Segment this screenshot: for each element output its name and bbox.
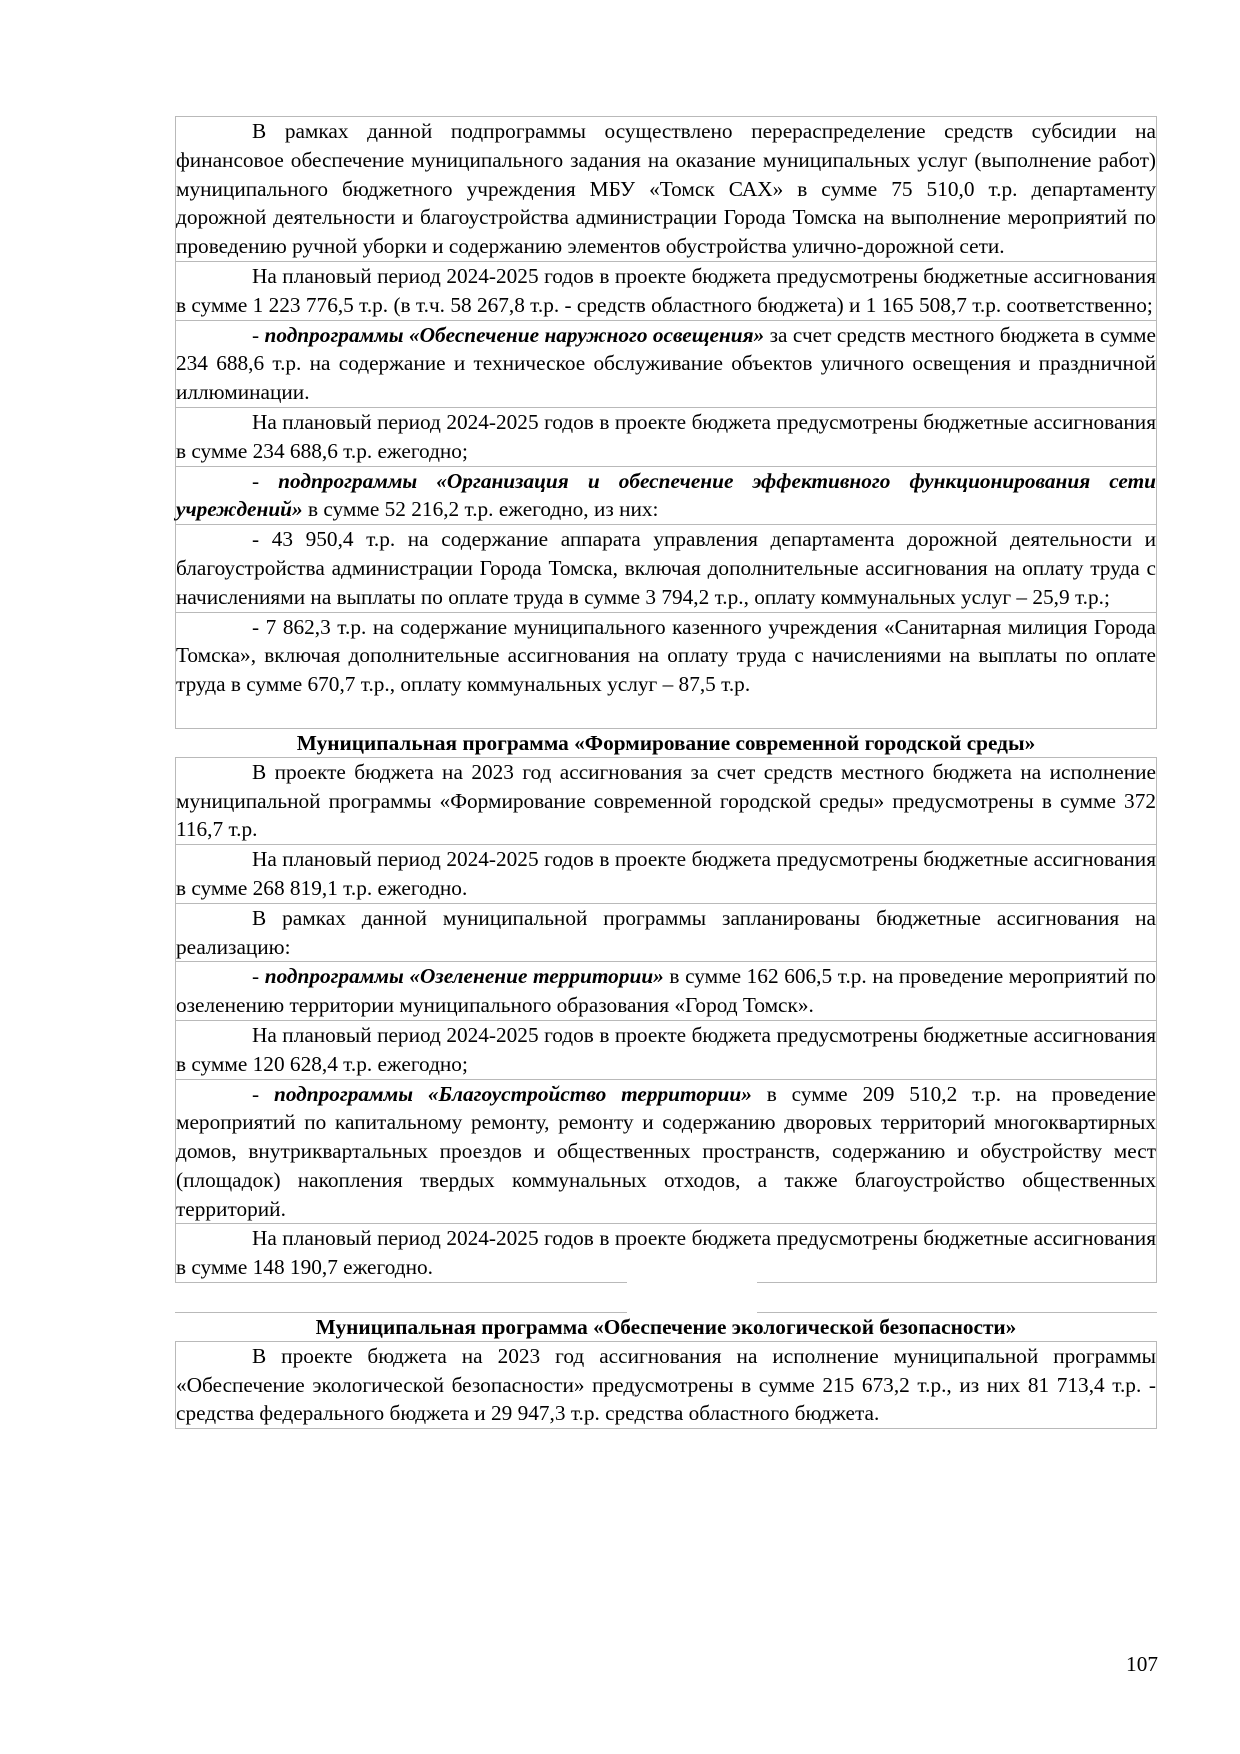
paragraph: На плановый период 2024-2025 годов в проекте бюджета предусмотрены бюджетные ассигнования в сумме 120 628,4 т.р. ежегодно; <box>176 1022 1156 1076</box>
paragraph-text: в сумме 162 606,5 т.р. на проведение мероприятий по озеленению территории муниципального образования «Город Томск». <box>176 964 1156 1018</box>
paragraph: На плановый период 2024-2025 годов в проекте бюджета предусмотрены бюджетные ассигнования в сумме 268 819,1 т.р. ежегодно. <box>176 847 1156 900</box>
list-dash: - <box>252 964 265 989</box>
paragraph <box>176 1080 1156 1224</box>
paragraph: На плановый период 2024-2025 годов в проекте бюджета предусмотрены бюджетные ассигнования в сумме 148 190,7 ежегодно. <box>176 1226 1156 1280</box>
paragraph <box>176 321 1156 407</box>
paragraph-block <box>175 844 1157 904</box>
subprogram-title: подпрограммы «Благоустройство территории» <box>273 1081 752 1106</box>
section-heading: Муниципальная программа «Формирование современной городской среды» <box>296 730 1036 755</box>
blank-line <box>176 699 1156 728</box>
list-dash: - <box>252 468 279 493</box>
paragraph-block <box>175 1079 1157 1225</box>
page-number: 107 <box>1126 1652 1158 1676</box>
section-heading: Муниципальная программа «Обеспечение экологической безопасности» <box>315 1315 1017 1340</box>
paragraph-block <box>175 524 1157 612</box>
paragraph <box>176 467 1156 525</box>
paragraph-block <box>175 407 1157 467</box>
paragraph-text: в сумме 52 216,2 т.р. ежегодно, из них: <box>302 497 659 522</box>
paragraph-block <box>175 1341 1157 1429</box>
paragraph-block <box>175 261 1157 321</box>
paragraph-text: в сумме 209 510,2 т.р. на проведение мероприятий по капитальному ремонту, ремонту и содержанию дворовых территорий многоквартирных домов, внутриквартальных проездов и общественных пространств, содержанию и обустройству мест (площадок) накопления твердых коммунальных отходов, а также благоустройство общественных территорий. <box>176 1081 1156 1221</box>
blank-line <box>175 1282 1157 1313</box>
paragraph-block <box>175 961 1157 1021</box>
paragraph: На плановый период 2024-2025 годов в проекте бюджета предусмотрены бюджетные ассигнования в сумме 1 223 776,5 т.р. (в т.ч. 58 267,8 т.р. - средств областного бюджета) и 1 165 508,7 т.р. соответственно; <box>176 263 1156 317</box>
paragraph-block <box>175 320 1157 408</box>
subprogram-title: подпрограммы «Озеленение территории» <box>264 964 664 989</box>
paragraph-block <box>175 757 1157 845</box>
list-dash: - <box>252 1081 274 1106</box>
subprogram-title: подпрограммы «Обеспечение наружного освещения» <box>264 322 765 347</box>
paragraph: В проекте бюджета на 2023 год ассигнования за счет средств местного бюджета на исполнение муниципальной программы «Формирование современной городской среды» предусмотрены в сумме 372 116,7 т.р. <box>176 759 1156 842</box>
gap-break <box>627 1282 757 1313</box>
paragraph-block <box>175 116 1157 262</box>
paragraph: В проекте бюджета на 2023 год ассигнования на исполнение муниципальной программы «Обеспечение экологической безопасности» предусмотрены в сумме 215 673,2 т.р., из них 81 713,4 т.р. - средства федерального бюджета и 29 947,3 т.р. средства областного бюджета. <box>176 1343 1156 1426</box>
paragraph-block <box>175 612 1157 729</box>
paragraph-text: за счет средств местного бюджета в сумме 234 688,6 т.р. на содержание и техническое обслуживание объектов уличного освещения и праздничной иллюминации. <box>176 322 1156 405</box>
paragraph-block <box>175 466 1157 526</box>
paragraph: В рамках данной муниципальной программы запланированы бюджетные ассигнования на реализацию: <box>176 905 1156 959</box>
paragraph: - 7 862,3 т.р. на содержание муниципального казенного учреждения «Санитарная милиция Города Томска», включая дополнительные ассигнования на оплату труда с начислениями на выплаты по оплате труда в сумме 670,7 т.р., оплату коммунальных услуг – 87,5 т.р. <box>176 614 1156 697</box>
page-content <box>175 117 1157 1429</box>
paragraph: В рамках данной подпрограммы осуществлено перераспределение средств субсидии на финансовое обеспечение муниципального задания на оказание муниципальных услуг (выполнение работ) муниципального бюджетного учреждения МБУ «Томск САХ» в сумме 75 510,0 т.р. департаменту дорожной деятельности и благоустройства администрации Города Томска на выполнение мероприятий по проведению ручной уборки и содержанию элементов обустройства улично-дорожной сети. <box>176 119 1156 259</box>
paragraph-block <box>175 1223 1157 1283</box>
paragraph-block <box>175 1020 1157 1080</box>
paragraph: На плановый период 2024-2025 годов в проекте бюджета предусмотрены бюджетные ассигнования в сумме 234 688,6 т.р. ежегодно; <box>176 409 1156 463</box>
paragraph-block <box>175 903 1157 963</box>
subprogram-title: подпрограммы «Организация и обеспечение эффективного функционирования сети учреждений» <box>176 468 1157 522</box>
paragraph: - 43 950,4 т.р. на содержание аппарата управления департамента дорожной деятельности и благоустройства администрации Города Томска, включая дополнительные ассигнования на оплату труда с начислениями на выплаты по оплате труда в сумме 3 794,2 т.р., оплату коммунальных услуг – 25,9 т.р.; <box>176 527 1156 609</box>
paragraph <box>176 962 1156 1020</box>
list-dash: - <box>252 322 265 347</box>
